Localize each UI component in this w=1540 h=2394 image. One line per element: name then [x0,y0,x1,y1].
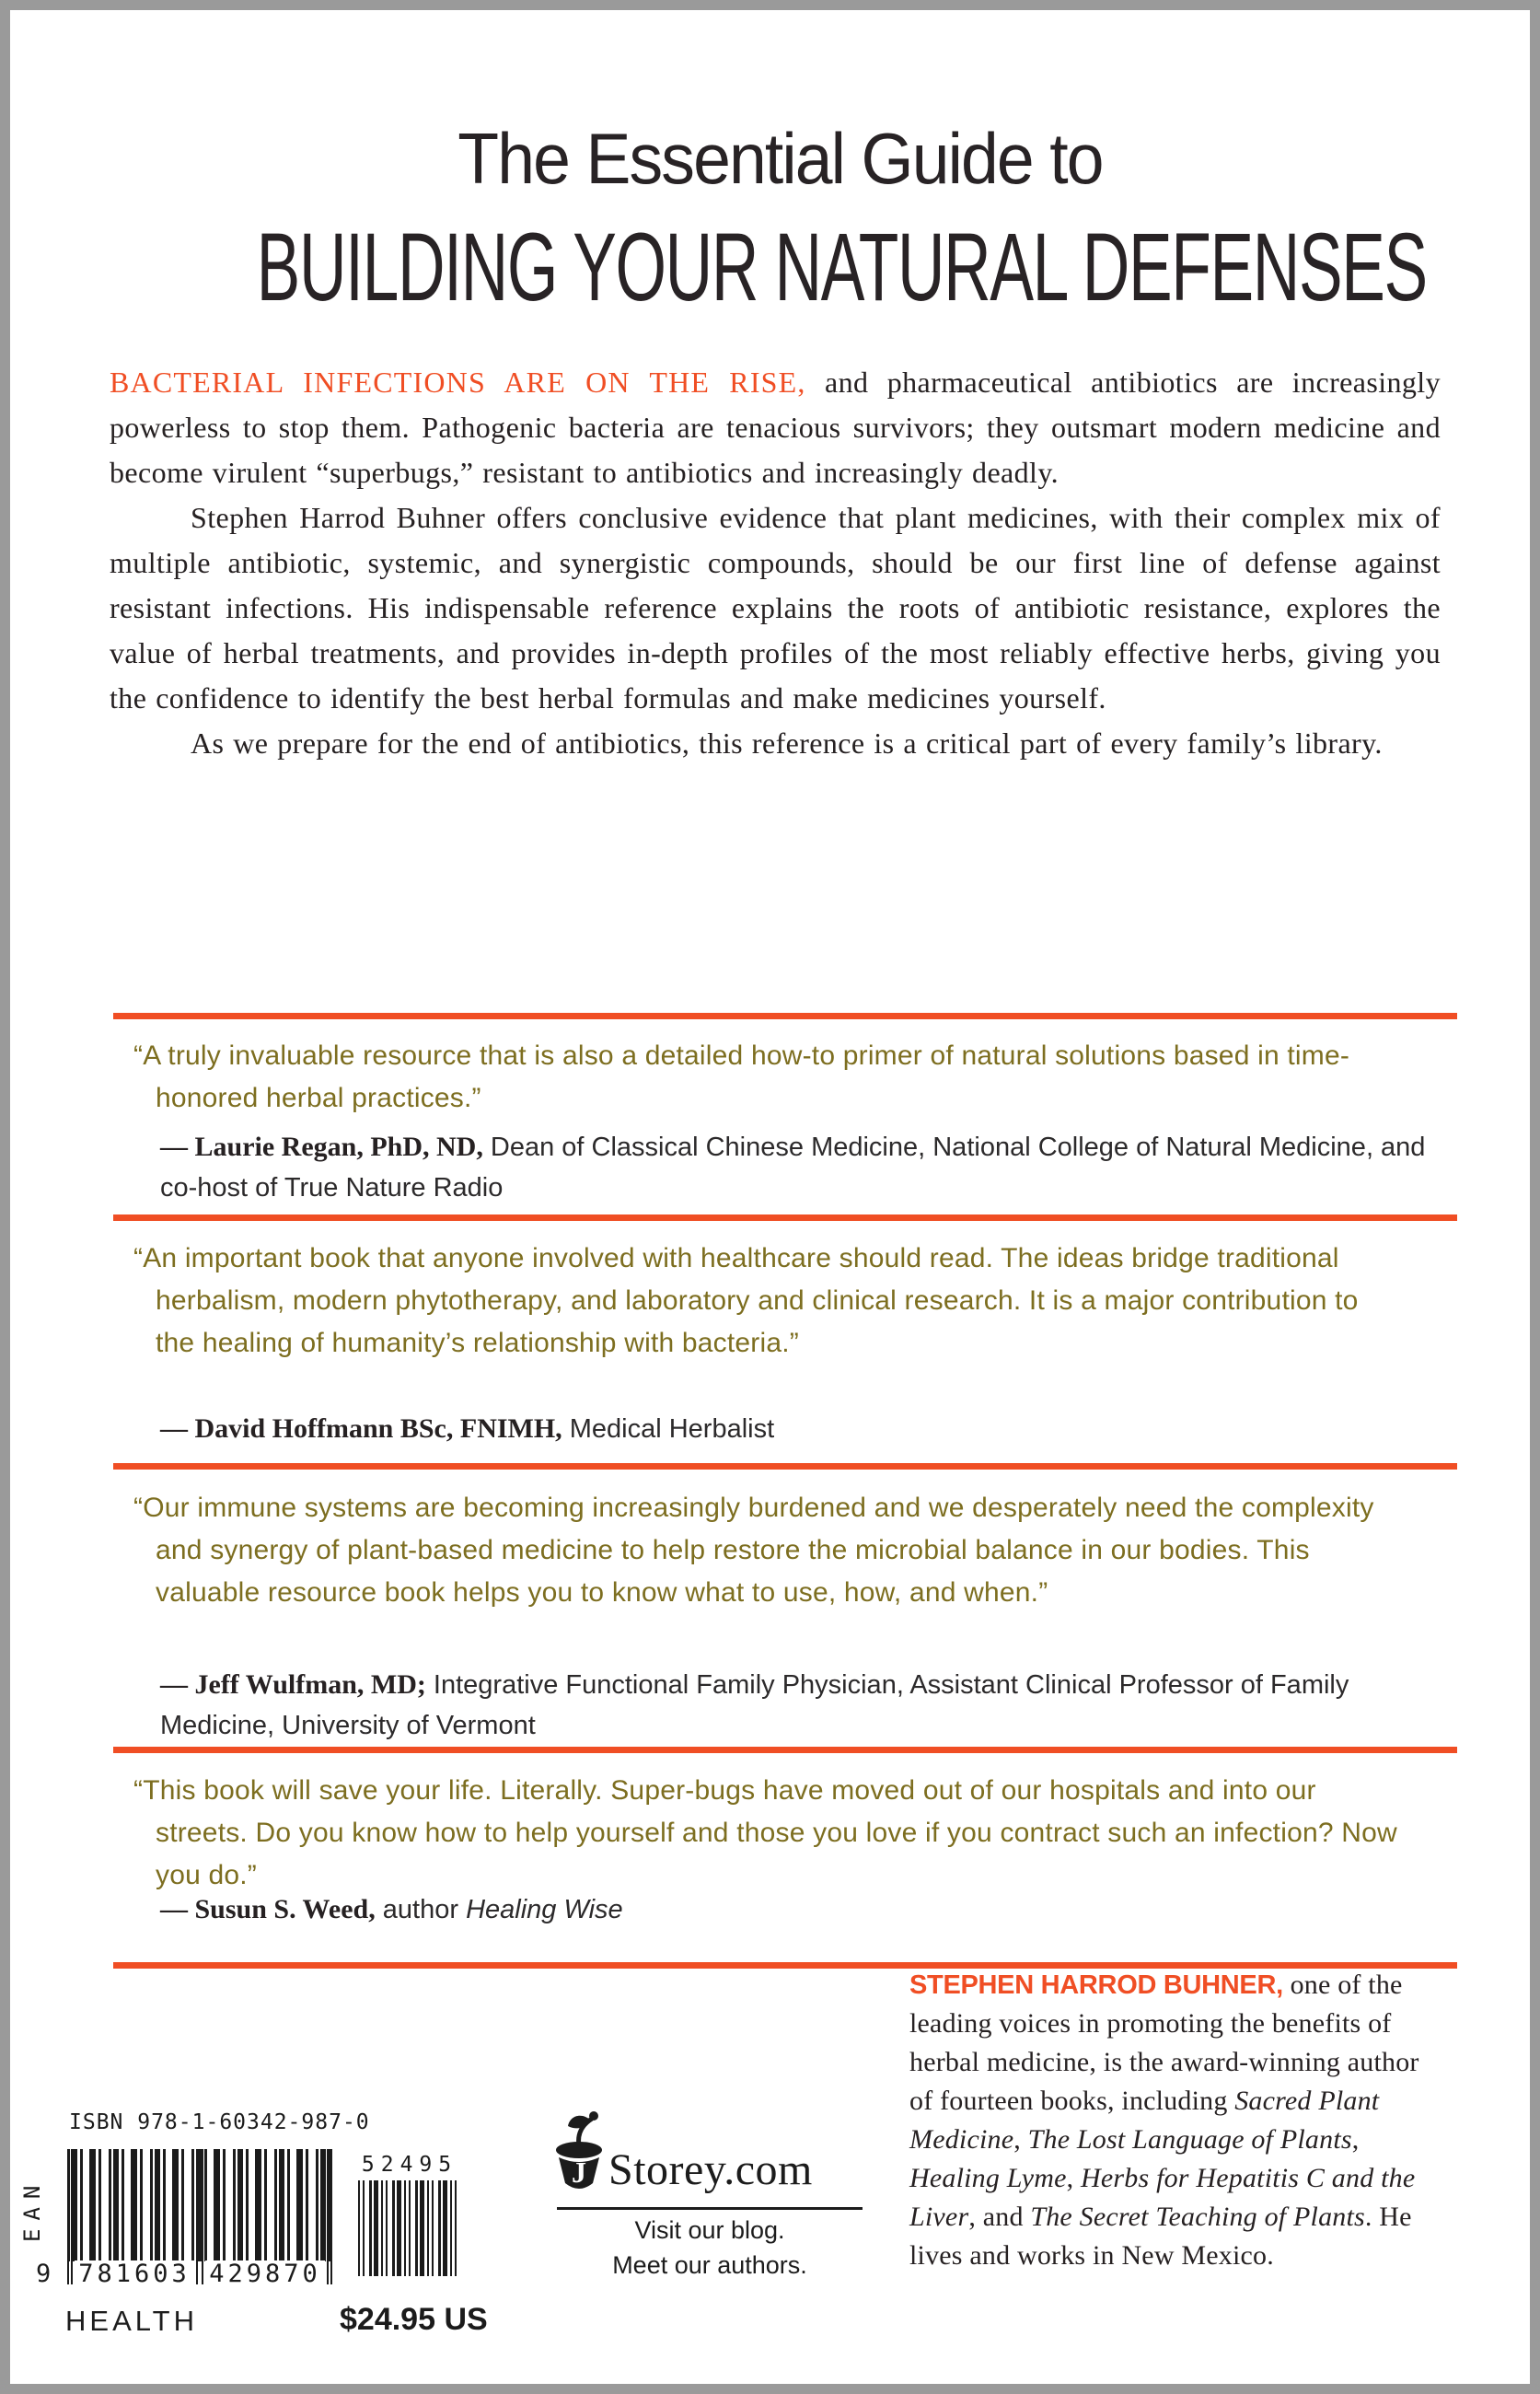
barcode-guard-bar [67,2149,69,2284]
review-quote-2: “An important book that anyone involved with healthcare should read. The ideas bridge traditional herbalism, modern phytotherapy, and laboratory and clinical research. It is a major contribution to the healing of humanity’s relationship with bacteria.” [133,1243,1359,1358]
review-attribution-2: — David Hoffmann BSc, FNIMH, Medical Herbalist [160,1413,775,1444]
intro-paragraph-1: BACTERIAL INFECTIONS ARE ON THE RISE, and pharmaceutical antibiotics are increasingly powerless to stop them. Pathogenic bacteria are tenacious survivors; they outsmart modern medicine and become virulent “superbugs,” resistant to antibiotics and increasingly deadly. [110,366,1441,489]
barcode-bars [67,2149,332,2261]
category-label: HEALTH [65,2305,199,2337]
barcode-digit-group-2: 429870 [205,2260,325,2287]
storey-pot-icon [555,2110,603,2191]
supplement-digits: 52495 [361,2153,458,2177]
storey-site-name: Storey.com [608,2145,813,2194]
storey-divider [557,2207,863,2210]
storey-tagline-1: Visit our blog. [634,2216,785,2244]
review-quote-3: “Our immune systems are becoming increasingly burdened and we desperately need the complexity and synergy of plant-based medicine to help restore the microbial balance in our bodies. This valuable resource book helps you to know what to use, how, and when.” [133,1493,1374,1608]
intro-copy [110,360,1441,766]
supplement-bars [358,2180,459,2276]
barcode-guard-bar [327,2149,329,2284]
title-line-2: BUILDING YOUR NATURAL DEFENSES [256,214,1427,321]
title-line-1: The Essential Guide to [457,118,1103,199]
review-quote-4: “This book will save your life. Literally. Super-bugs have moved out of our hospitals and into our streets. Do you know how to help yourself and those you love if you contract such an infection? Now you do.” [133,1775,1397,1890]
review-attribution-4: — Susun S. Weed, author Healing Wise [160,1894,623,1924]
barcode-guard-bar [202,2149,203,2284]
isbn-number: ISBN 978-1-60342-987-0 [69,2110,370,2134]
divider-rule-3 [113,1463,1457,1470]
intro-paragraph-2: Stephen Harrod Buhner offers conclusive evidence that plant medicines, with their complex mix of multiple antibiotic, systemic, and synergistic compounds, should be our first line of defense against resistant infections. His indispensable reference explains the roots of antibiotic resistance, explores the value of herbal treatments, and provides in-depth profiles of the most reliably effective herbs, giving you the confidence to identify the best herbal formulas and make medicines yourself. [110,501,1441,715]
review-quote-1: “A truly invaluable resource that is also a detailed how-to primer of natural solutions based in time-honored herbal practices.” [133,1040,1350,1113]
divider-rule-4 [113,1747,1457,1753]
author-bio: STEPHEN HARROD BUHNER, one of the leading voices in promoting the benefits of herbal medicine, is the award-winning author of fourteen books, including Sacred Plant Medicine, The Lost Language of Plants, Healing Lyme, Herbs for Hepatitis C and the Liver, and The Secret Teaching of Plants. He lives and works in New Mexico. [909,1970,1419,2271]
review-attribution-1: — Laurie Regan, PhD, ND, Dean of Classical Chinese Medicine, National College of Natural Medicine, and co-host of True Nature Radio [160,1132,1426,1203]
barcode-guard-bar [196,2149,198,2284]
barcode-lead-digit: 9 [36,2260,52,2288]
review-attribution-3: — Jeff Wulfman, MD; Integrative Functional Family Physician, Assistant Clinical Professor of Family Medicine, University of Vermont [160,1669,1349,1740]
divider-rule-2 [113,1214,1457,1221]
barcode-guard-bar [71,2149,73,2284]
svg-text:J: J [572,2156,586,2189]
intro-paragraph-3: As we prepare for the end of antibiotics, this reference is a critical part of every family’s library. [191,726,1383,760]
ean-label: EAN [19,2177,45,2242]
divider-rule-1 [113,1013,1457,1019]
storey-tagline-2: Meet our authors. [612,2251,807,2279]
barcode-guard-bar [330,2149,332,2284]
isbn-barcode [36,2149,332,2288]
barcode-digit-group-1: 781603 [75,2260,194,2287]
price-supplement-barcode [356,2153,463,2276]
price-label: $24.95 US [340,2302,488,2337]
